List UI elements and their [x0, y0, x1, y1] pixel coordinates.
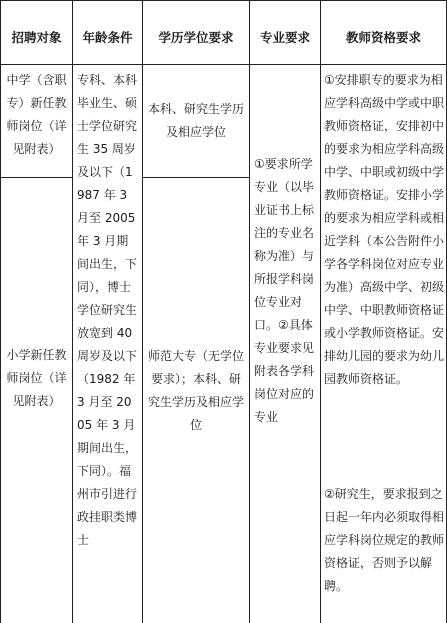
middle-school-degree: 本科、研究生学历及相应学位 [147, 102, 244, 139]
rule-col4 [320, 0, 321, 623]
header-target: 招聘对象 [11, 30, 62, 45]
rule-col2 [142, 0, 143, 623]
rule-col1 [72, 0, 73, 623]
rule-top [0, 0, 447, 1]
qualification-requirement-2: ②研究生，要求报到之日起一年内必须取得相应学科岗位规定的教师资格证，否则予以解聘。 [324, 487, 445, 593]
age-condition: 专科、本科毕业生、硕士学位研究生 35 周岁及以下（1987 年 3 月至 2005 年 3 月期间出生，下同），博士学位研究生放宽到 40 周岁及以下（1982 年 3 月至 2005 年 3 月期间出生，下同）。福州市引进行政挂职类博士 [77, 73, 138, 547]
primary-school-target: 小学新任教师岗位（详见附表） [6, 348, 67, 408]
major-requirement: ①要求所学专业（以毕业证书上标注的专业名称为准）与所报学科岗位专业对口。②具体专业要求见附表各学科岗位对应的专业 [254, 157, 315, 424]
rule-header [0, 64, 447, 65]
rule-degree-split [142, 177, 249, 178]
header-degree: 学历学位要求 [158, 30, 234, 45]
rule-middle-row [0, 177, 72, 178]
rule-left [0, 0, 1, 623]
primary-school-degree: 师范大专（无学位要求）；本科、研究生学历及相应学位 [147, 349, 244, 432]
header-age: 年龄条件 [82, 30, 133, 45]
rule-col3 [249, 0, 250, 623]
middle-school-target: 中学（含职专）新任教师岗位（详见附表） [6, 73, 67, 156]
qualification-requirement-1: ①安排职专的要求为相应学科高级中学或中职教师资格证，安排初中的要求为相应学科高级中学、中职或初级中学教师资格证。安排小学的要求为相应学科或相近学科（本公告附件小学各学科岗位对应专业为准）高级中学、初级中学、中职教师资格证或小学教师资格证。安排幼儿园的要求为幼儿园教师资格证。 [324, 73, 445, 386]
header-qualification: 教师资格要求 [345, 30, 421, 45]
header-major: 专业要求 [259, 30, 310, 45]
